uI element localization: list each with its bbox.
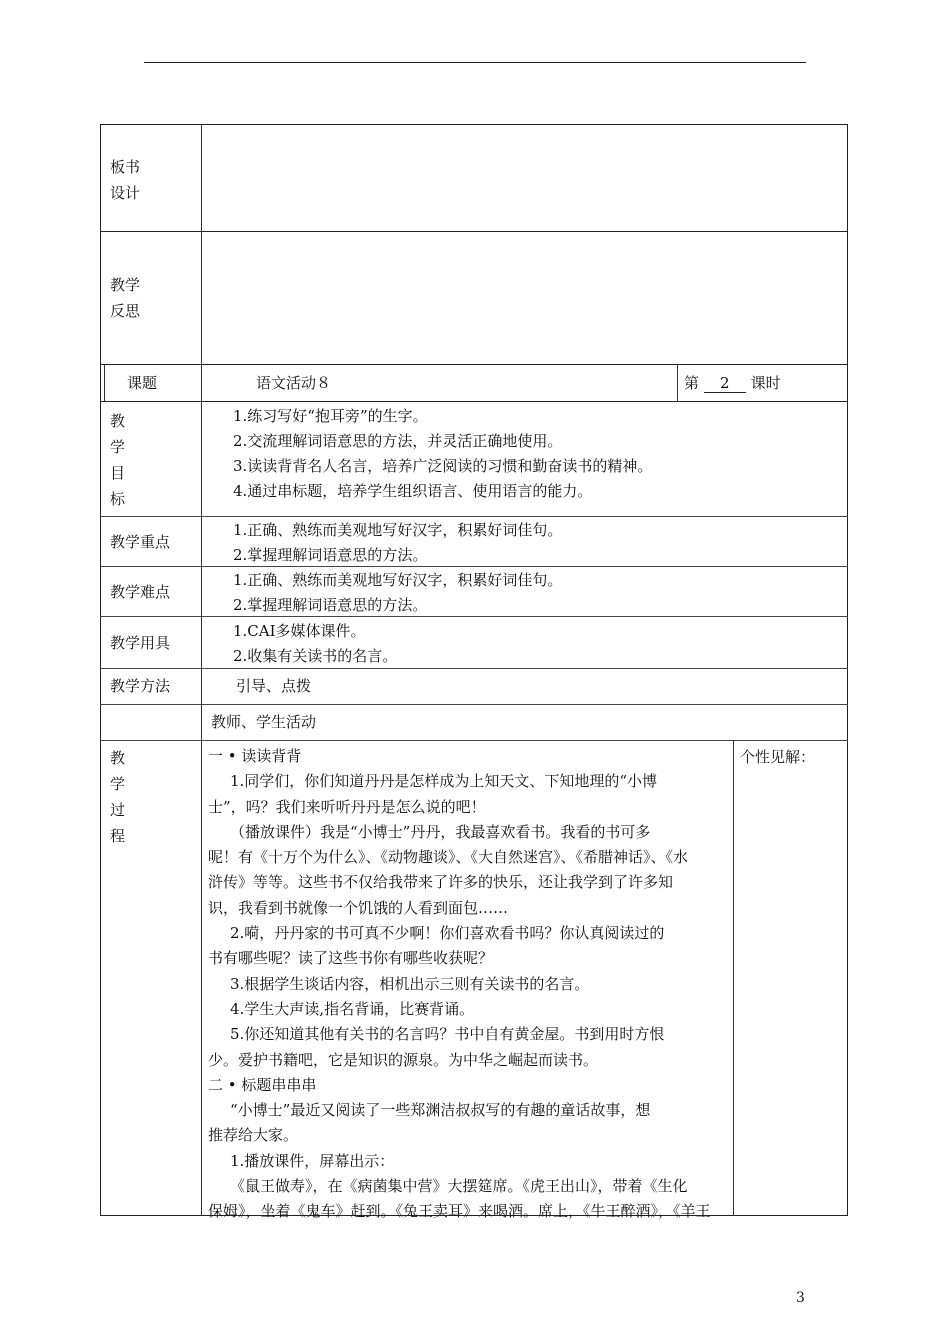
label-char: 学 xyxy=(110,775,126,793)
label-char: 教 xyxy=(110,412,126,430)
goals-list xyxy=(233,404,652,504)
process-line: 推荐给大家。 xyxy=(208,1126,299,1145)
process-line: 识，我看到书就像一个饥饿的人看到面包…… xyxy=(208,898,509,917)
topic-value: 语文活动８ xyxy=(256,374,332,392)
process-line: 呢！有《十万个为什么》、《动物趣谈》、《大自然迷宫》、《希腊神话》、《水 xyxy=(208,848,689,867)
page-number: 3 xyxy=(796,1290,805,1306)
process-line: 2.嗬，丹丹家的书可真不少啊！你们喜欢看书吗？你认真阅读过的 xyxy=(230,924,665,943)
label-char: 标 xyxy=(110,490,126,508)
key-point-item: 1.正确、熟练而美观地写好汉字，积累好词佳句。 xyxy=(233,521,563,539)
header-rule xyxy=(144,62,806,63)
process-line: 1.播放课件，屏幕出示： xyxy=(230,1151,395,1170)
difficulties-label: 教学难点 xyxy=(110,583,171,601)
difficulty-item: 1.正确、熟练而美观地写好汉字，积累好词佳句。 xyxy=(233,571,563,589)
goal-item: 2.交流理解词语意思的方法，并灵活正确地使用。 xyxy=(233,432,563,450)
row-divider xyxy=(100,668,848,669)
process-content xyxy=(208,744,728,1225)
process-line: 4.学生大声读,指名背诵，比赛背诵。 xyxy=(230,999,475,1018)
process-line: 1.同学们，你们知道丹丹是怎样成为上知天文、下知地理的“小博 xyxy=(230,772,657,791)
row-divider xyxy=(100,740,848,741)
label-char: 教 xyxy=(110,749,126,767)
process-line: 保姆》，坐着《鬼车》赶到。《兔王卖耳》来喝酒。席上，《牛王醉酒》，《羊王 xyxy=(208,1202,711,1221)
label-char: 目 xyxy=(110,464,126,482)
board-design-label xyxy=(100,154,211,206)
row-divider xyxy=(100,401,848,402)
process-line: “小博士”最近又阅读了一些郑渊洁叔叔写的有趣的童话故事，想 xyxy=(230,1101,651,1120)
period-prefix: 第 xyxy=(684,374,700,392)
row-divider xyxy=(100,231,848,232)
tools-list xyxy=(233,619,397,669)
tools-label: 教学用具 xyxy=(110,634,171,652)
label-line: 反思 xyxy=(110,302,141,320)
process-line: 《鼠王做寿》，在《病菌集中营》大摆筵席。《虎王出山》，带着《生化 xyxy=(230,1177,688,1196)
key-point-item: 2.掌握理解词语意思的方法。 xyxy=(233,546,428,564)
row-divider xyxy=(100,516,848,517)
process-line: 5.你还知道其他有关书的名言吗？书中自有黄金屋。书到用时方恨 xyxy=(230,1025,665,1044)
process-line: 书有哪些呢？读了这些书你有哪些收获呢？ xyxy=(208,949,494,968)
reflection-label xyxy=(100,272,211,324)
goal-item: 1.练习写好“抱耳旁”的生字。 xyxy=(233,407,428,425)
period-field xyxy=(684,371,781,396)
process-line: 3.根据学生谈话内容，相机出示三则有关读书的名言。 xyxy=(230,974,590,993)
period-suffix: 课时 xyxy=(750,374,781,392)
label-char: 过 xyxy=(110,801,126,819)
method-value: 引导、点拨 xyxy=(236,677,312,695)
difficulties-list xyxy=(233,568,562,618)
process-line: 浒传》等等。这些书不仅给我带来了许多的快乐，还让我学到了许多知 xyxy=(208,873,674,892)
row-divider xyxy=(100,364,848,365)
process-label xyxy=(100,745,211,849)
process-line: 少。爱护书籍吧，它是知识的源泉。为中华之崛起而读书。 xyxy=(208,1050,599,1069)
section-heading: 一 • 读读背背 xyxy=(208,747,302,765)
topic-label: 课题 xyxy=(127,374,158,392)
column-divider xyxy=(733,740,734,1216)
key-points-list xyxy=(233,518,562,568)
key-points-label: 教学重点 xyxy=(110,533,171,551)
activity-header: 教师、学生活动 xyxy=(211,713,317,731)
section-heading: 二 • 标题串串串 xyxy=(208,1075,317,1094)
column-divider xyxy=(104,364,105,401)
label-line: 板书 xyxy=(110,158,141,176)
goal-item: 3.读读背背名人名言，培养广泛阅读的习惯和勤奋读书的精神。 xyxy=(233,457,653,475)
goals-label xyxy=(100,408,211,512)
personal-notes-label: 个性见解： xyxy=(740,748,816,766)
label-line: 设计 xyxy=(110,184,141,202)
period-number: 2 xyxy=(704,374,746,393)
tool-item: 1.CAI多媒体课件。 xyxy=(233,622,366,640)
column-divider xyxy=(677,364,678,401)
process-line: 士”，吗？我们来听听丹丹是怎么说的吧！ xyxy=(208,797,486,816)
goal-item: 4.通过串标题，培养学生组织语言、使用语言的能力。 xyxy=(233,482,593,500)
process-line: （播放课件）我是“小博士”丹丹，我最喜欢看书。我看的书可多 xyxy=(230,822,651,841)
row-divider xyxy=(100,704,848,705)
label-char: 程 xyxy=(110,827,126,845)
method-label: 教学方法 xyxy=(110,677,171,695)
label-line: 教学 xyxy=(110,276,141,294)
label-char: 学 xyxy=(110,438,126,456)
difficulty-item: 2.掌握理解词语意思的方法。 xyxy=(233,596,428,614)
tool-item: 2.收集有关读书的名言。 xyxy=(233,647,398,665)
